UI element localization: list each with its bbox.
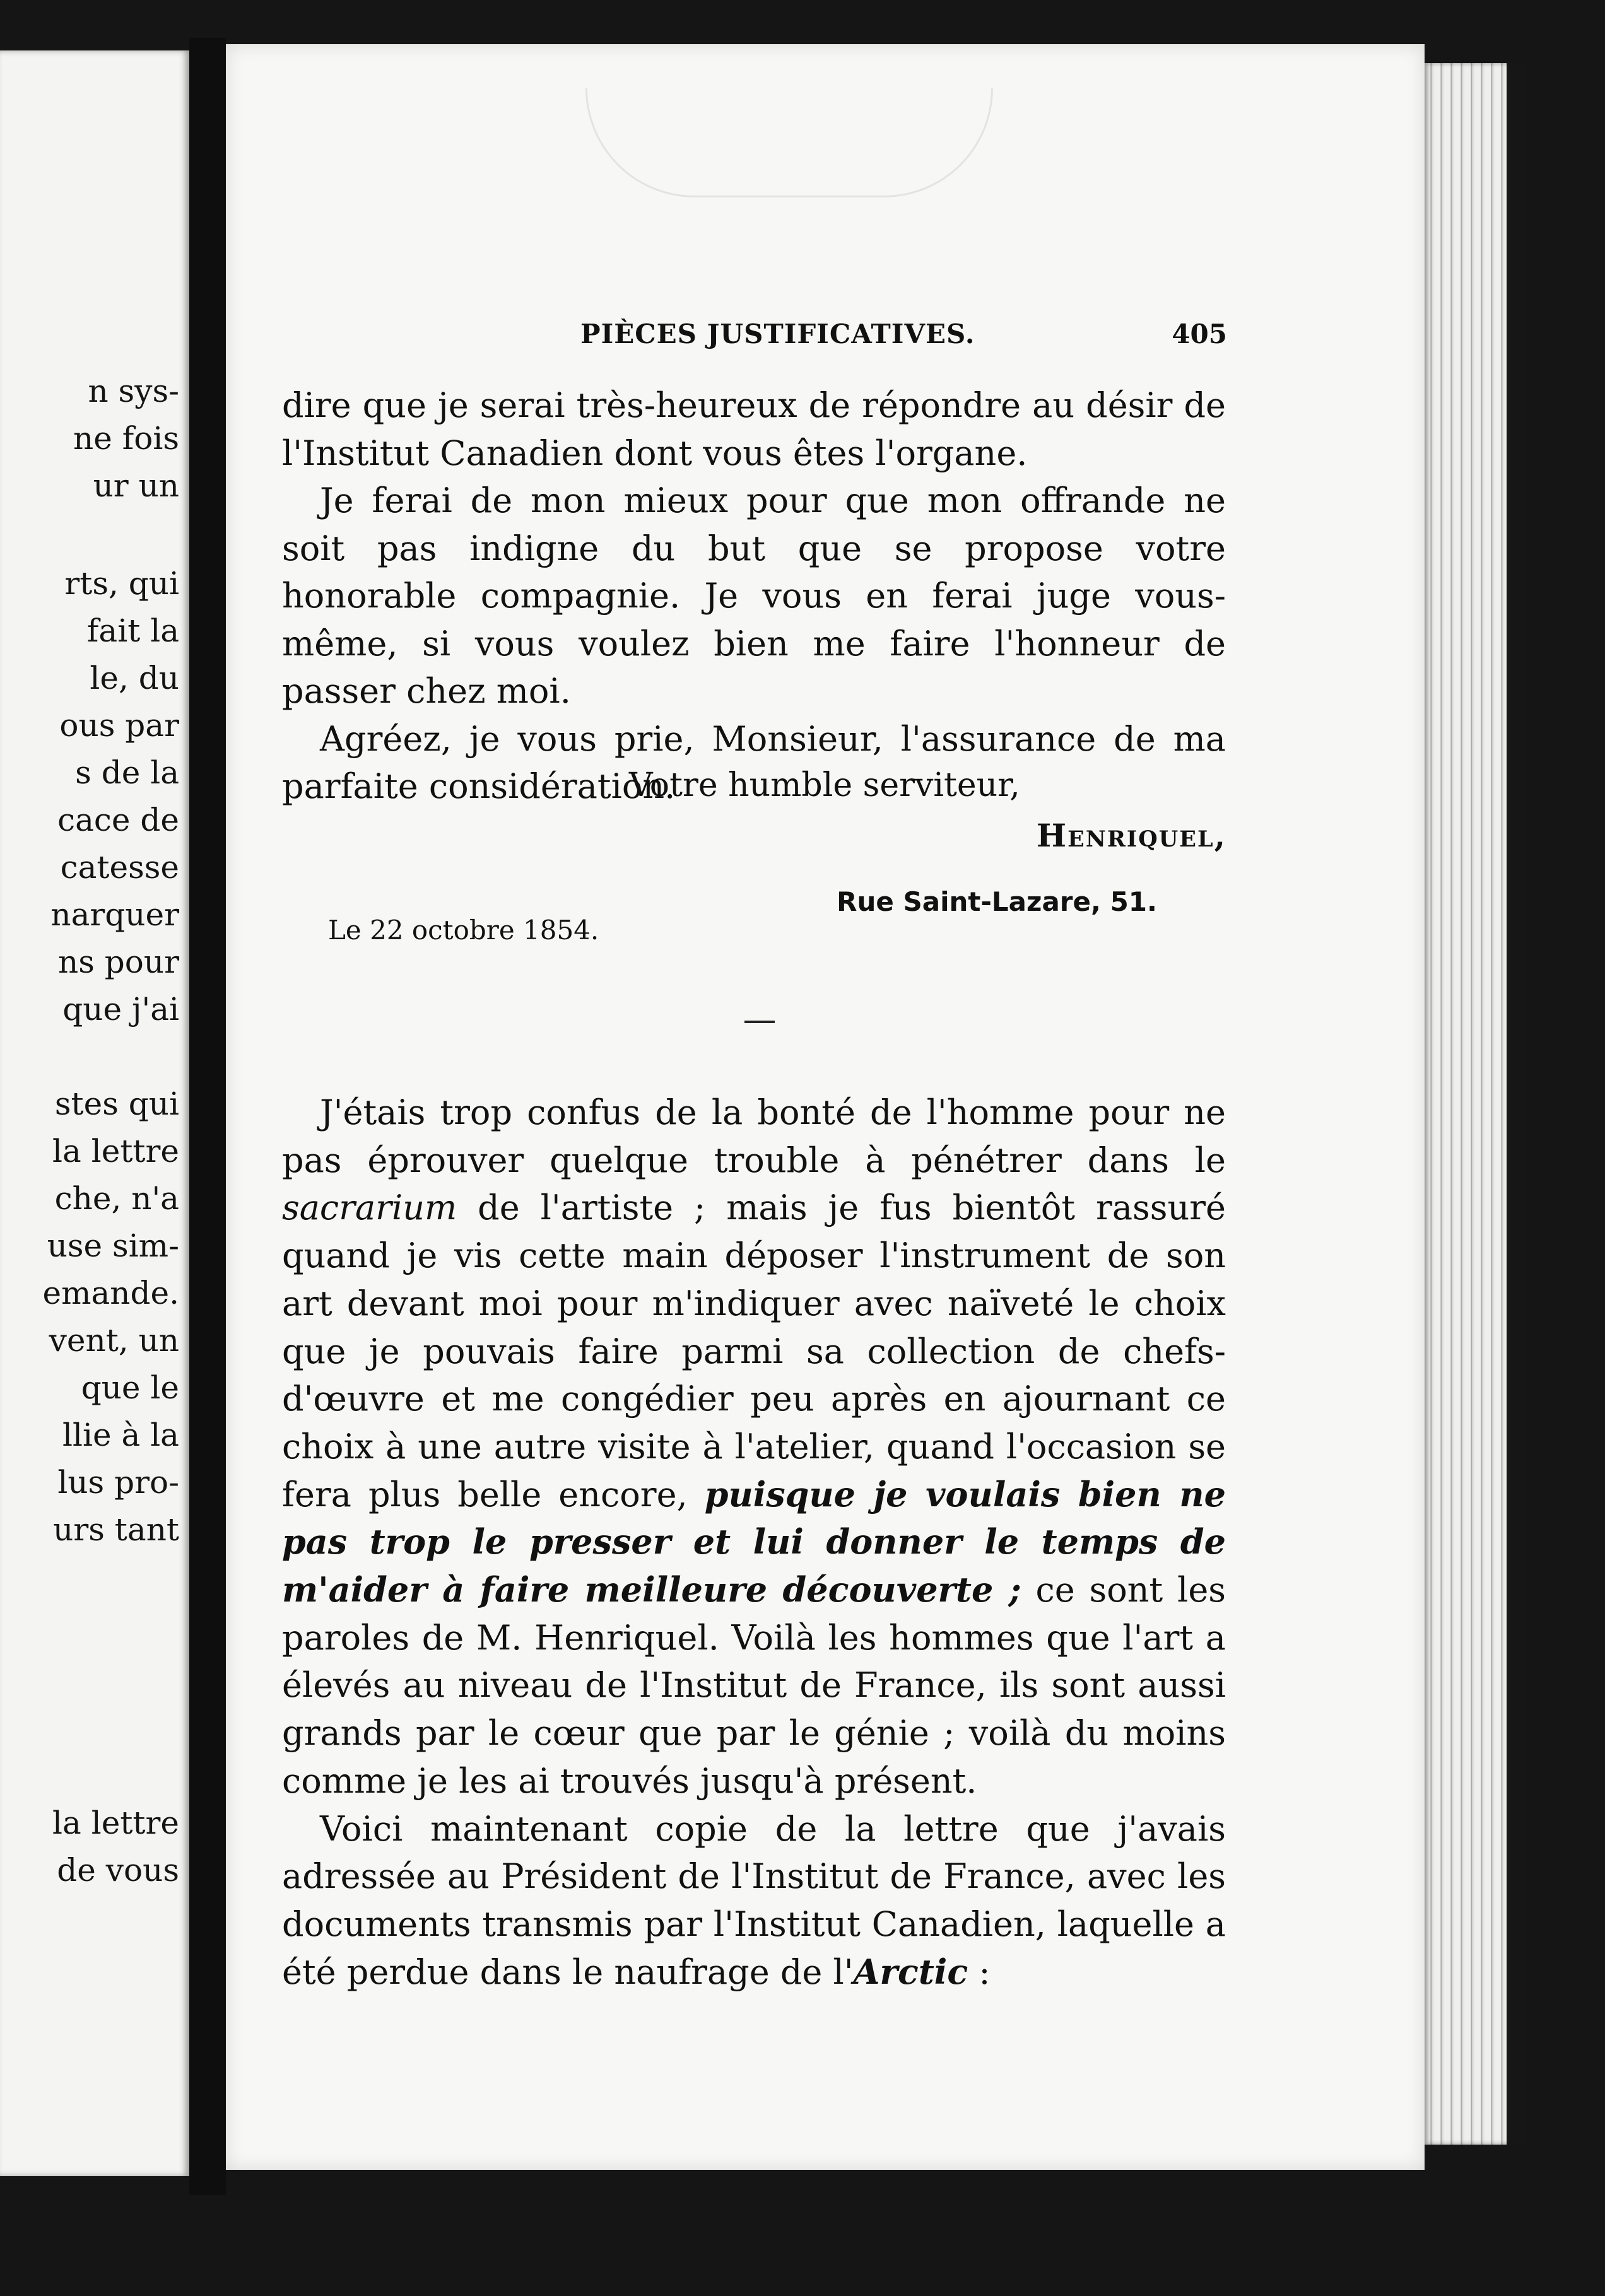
- letter-signature: Henriquel,: [1036, 817, 1226, 854]
- text-run: :: [968, 1952, 991, 1992]
- facing-page-line-fragment: catesse: [60, 849, 179, 886]
- letter-paragraph: Agréez, je vous prie, Monsieur, l'assurance de ma parfaite considération.: [282, 718, 1226, 806]
- page-stain: [585, 88, 993, 197]
- italic-term: sacrarium: [282, 1188, 457, 1228]
- facing-page-line-fragment: la lettre: [52, 1133, 179, 1169]
- facing-page-line-fragment: ns pour: [58, 944, 179, 980]
- italic-ship-name: Arctic: [853, 1951, 968, 1992]
- facing-page-line-fragment: rts, qui: [64, 565, 179, 602]
- running-head: [353, 319, 1227, 356]
- letter-paragraph: dire que je serai très-heureux de répondre au désir de l'Institut Canadien dont vous êtes l'organe.: [282, 385, 1226, 473]
- letter-address: Rue Saint-Lazare, 51.: [837, 886, 1157, 917]
- facing-page-line-fragment: de vous: [57, 1852, 179, 1889]
- facing-page-line-fragment: che, n'a: [54, 1180, 179, 1217]
- page-number: 405: [1172, 319, 1227, 349]
- letter-date: Le 22 octobre 1854.: [328, 915, 599, 946]
- facing-page-line-fragment: urs tant: [53, 1511, 179, 1548]
- facing-page-line-fragment: ous par: [59, 707, 179, 744]
- facing-page-line-fragment: vent, un: [49, 1322, 179, 1359]
- facing-page-line-fragment: stes qui: [54, 1086, 179, 1122]
- facing-page-line-fragment: emande.: [42, 1275, 179, 1311]
- facing-page-line-fragment: cace de: [57, 802, 179, 838]
- page-edges: [1425, 63, 1513, 2145]
- facing-page-line-fragment: lus pro-: [57, 1464, 179, 1501]
- facing-page-line-fragment: n sys-: [88, 373, 179, 409]
- letter-text: [282, 382, 1226, 811]
- facing-page-line-fragment: use sim-: [47, 1227, 179, 1264]
- facing-page-line-fragment: llie à la: [62, 1417, 179, 1453]
- facing-page-line-fragment: la lettre: [52, 1805, 179, 1841]
- facing-page-line-fragment: narquer: [50, 896, 179, 933]
- facing-page-line-fragment: le, du: [90, 660, 179, 696]
- facing-page-line-fragment: ne fois: [73, 420, 179, 457]
- italic-quote: puisque je voulais bien ne pas trop le presser et lui donner le temps de m'aider à faire meilleure découverte ;: [282, 1473, 1226, 1610]
- facing-page-left: [0, 50, 189, 2176]
- text-run: Voici maintenant copie de la lettre que j'avais adressée au Président de l'Institut de France, avec les documents transmis par l'Institut Canadien, laquelle a été perdue dans le naufrage de l': [282, 1808, 1226, 1992]
- book-gutter: [189, 38, 226, 2195]
- letter-closing: Votre humble serviteur,: [629, 766, 1020, 804]
- body-paragraph: [282, 1805, 1226, 1996]
- body-text: [282, 1089, 1226, 1996]
- letter-paragraph: Je ferai de mon mieux pour que mon offrande ne soit pas indigne du but que se propose votre honorable compagnie. Je vous en ferai juge vous-même, si vous voulez bien me faire l'honneur de passer chez moi.: [282, 481, 1226, 711]
- facing-page-line-fragment: s de la: [75, 754, 179, 791]
- text-run: de l'artiste ; mais je fus bientôt rassuré quand je vis cette main déposer l'instrument de son art devant moi pour m'indiquer avec naïveté le choix que je pouvais faire parmi sa collection de chefs-d'œuvre et me congédier peu après en ajournant ce choix à une autre visite à l'atelier, quand l'occasion se fera plus belle encore,: [282, 1188, 1226, 1514]
- facing-page-line-fragment: que le: [81, 1369, 179, 1406]
- text-run: J'étais trop confus de la bonté de l'homme pour ne pas éprouver quelque trouble à pénétrer dans le: [282, 1092, 1226, 1180]
- section-divider: [744, 1021, 775, 1023]
- facing-page-line-fragment: que j'ai: [62, 991, 179, 1028]
- running-title: PIÈCES JUSTIFICATIVES.: [580, 319, 975, 349]
- facing-page-line-fragment: fait la: [86, 612, 179, 649]
- facing-page-line-fragment: ur un: [93, 467, 179, 504]
- text-run: ce sont les paroles de M. Henriquel. Voilà les hommes que l'art a élevés au niveau de l'Institut de France, ils sont aussi grands par le cœur que par le génie ; voilà du moins comme je les ai trouvés jusqu'à présent.: [282, 1570, 1226, 1801]
- body-paragraph: [282, 1089, 1226, 1805]
